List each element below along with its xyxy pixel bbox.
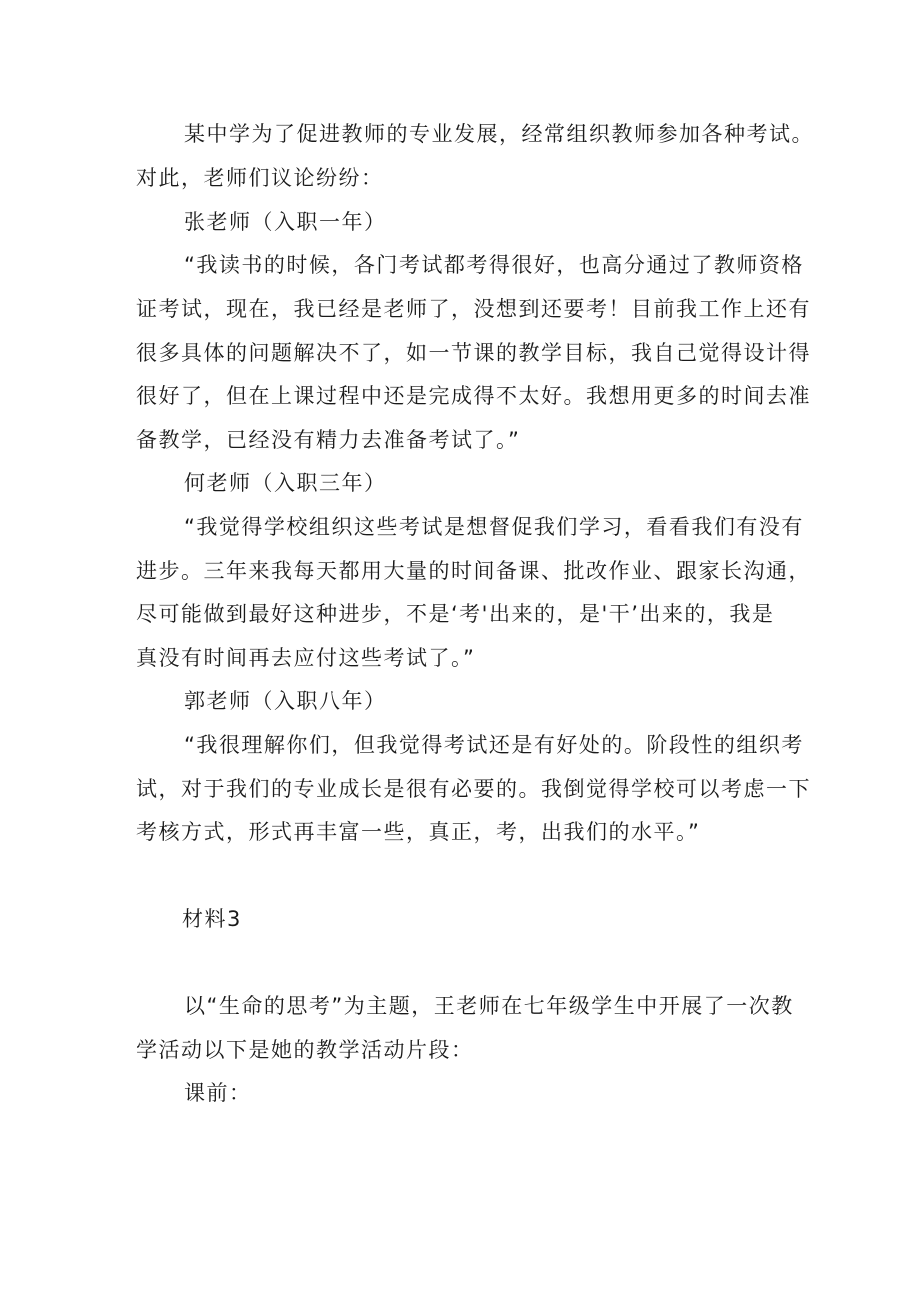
paragraph-material3-line-1: 以“生命的思考”为主题，王老师在七年级学生中开展了一次教 <box>184 994 794 1018</box>
speaker-guo-heading: 郭老师（入职八年） <box>184 689 387 713</box>
quote-he-line-2: 进步。三年来我每天都用大量的时间备课、批改作业、跟家长沟通， <box>136 559 811 583</box>
material-3-heading: 材料3 <box>182 907 242 931</box>
speaker-zhang-heading: 张老师（入职一年） <box>184 210 387 234</box>
quote-zhang-line-1: “我读书的时候，各门考试都考得很好，也高分通过了教师资格 <box>184 253 804 277</box>
quote-zhang-line-3: 很多具体的问题解决不了，如一节课的教学目标，我自己觉得设计得 <box>136 341 811 365</box>
quote-he-line-1: “我觉得学校组织这些考试是想督促我们学习，看看我们有没有 <box>184 515 804 539</box>
quote-zhang-line-2: 证考试，现在，我已经是老师了，没想到还要考！目前我工作上还有 <box>136 297 811 321</box>
paragraph-intro-line-1: 某中学为了促进教师的专业发展，经常组织教师参加各种考试。 <box>184 122 814 146</box>
paragraph-intro-line-2: 对此，老师们议论纷纷： <box>136 166 384 190</box>
quote-guo-line-2: 试，对于我们的专业成长是很有必要的。我倒觉得学校可以考虑一下 <box>136 777 811 801</box>
quote-zhang-line-4: 很好了，但在上课过程中还是完成得不太好。我想用更多的时间去准 <box>136 384 811 408</box>
before-class-label: 课前： <box>184 1081 252 1105</box>
quote-guo-line-1: “我很理解你们，但我觉得考试还是有好处的。阶段性的组织考 <box>184 733 804 757</box>
quote-guo-line-3: 考核方式，形式再丰富一些，真正，考，出我们的水平。” <box>136 820 701 844</box>
speaker-he-heading: 何老师（入职三年） <box>184 471 387 495</box>
paragraph-material3-line-2: 学活动以下是她的教学活动片段： <box>136 1038 474 1062</box>
quote-he-line-3: 尽可能做到最好这种进步，不是‘考'出来的，是'干’出来的，我是 <box>136 602 775 626</box>
quote-zhang-line-5: 备教学，已经没有精力去准备考试了。” <box>136 428 521 452</box>
quote-he-line-4: 真没有时间再去应付这些考试了。” <box>136 646 476 670</box>
